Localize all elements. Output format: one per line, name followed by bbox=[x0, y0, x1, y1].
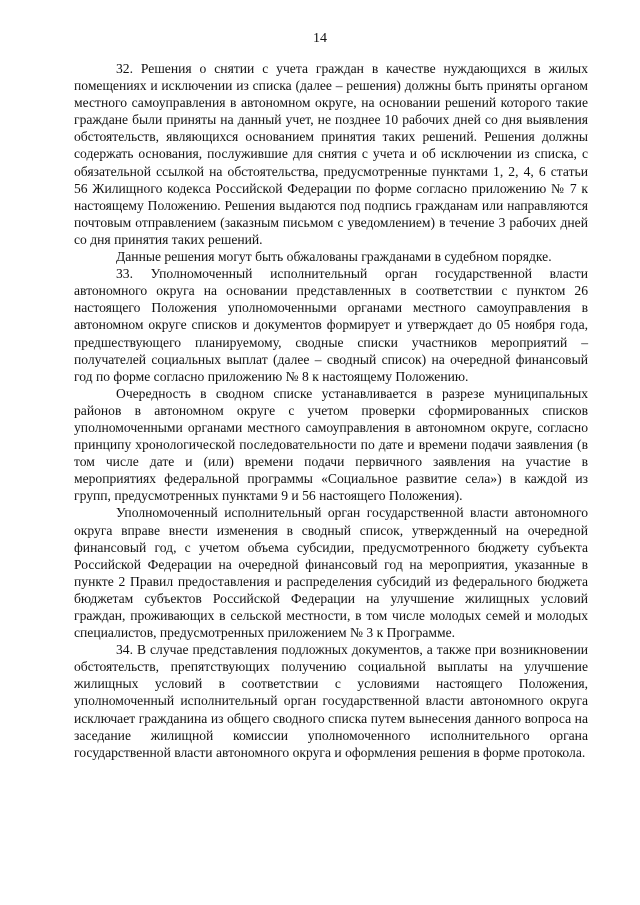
paragraph-list-changes: Уполномоченный исполнительный орган государственной власти автономного округа вправе внести изменения в сводный список, утвержденный на очередной финансовый год, с учетом объема субсидии, предусмотренного бюджету субъекта Российской Федерации на очередной финансовый год на мероприятия, указанные в пункте 2 Правил предоставления и распределения субсидий из федерального бюджета бюджетам субъектов Российской Федерации на улучшение жилищных условий граждан, проживающих в сельской местности, в том числе молодых семей и молодых специалистов, предусмотренных приложением № 3 к Программе. bbox=[74, 505, 588, 641]
paragraph-queue-order: Очередность в сводном списке устанавливается в разрезе муниципальных районов в автономном округе с учетом проверки сформированных списков уполномоченными органами местного самоуправления в автономном округе, согласно принципу хронологической последовательности по дате и времени подачи заявления (в том числе дате и (или) времени подачи первичного заявления на участие в мероприятиях федеральной программы «Социальное развитие села») в каждой из групп, предусмотренных пунктами 9 и 56 настоящего Положения). bbox=[74, 385, 588, 504]
paragraph-34: 34. В случае представления подложных документов, а также при возникновении обстоятельств, препятствующих получению социальной выплаты на улучшение жилищных условий в соответствии с условиями настоящего Положения, уполномоченный исполнительный орган государственной власти автономного округа исключает гражданина из общего сводного списка путем вынесения данного вопроса на заседание жилищной комиссии уполномоченного исполнительного органа государственной власти автономного округа и оформления решения в форме протокола. bbox=[74, 642, 588, 760]
paragraph-33: 33. Уполномоченный исполнительный орган государственной власти автономного округа на основании представленных в соответствии с пунктом 26 настоящего Положения уполномоченными органами местного самоуправления в автономном округе списков и документов формирует и утверждает до 05 ноября года, предшествующего планируемому, сводные списки участников мероприятий – получателей социальных выплат (далее – сводный список) на очередной финансовый год по форме согласно приложению № 8 к настоящему Положению. bbox=[74, 266, 588, 384]
document-body bbox=[74, 60, 588, 761]
paragraph-32: 32. Решения о снятии с учета граждан в качестве нуждающихся в жилых помещениях и исключении из списка (далее – решения) должны быть приняты органом местного самоуправления в автономном округе, на основании решений которого такие граждане были приняты на данный учет, не позднее 10 рабочих дней со дня выявления обстоятельств, являющихся основанием принятия таких решений. Решения должны содержать основания, послужившие для снятия с учета и об исключении из списка, с обязательной ссылкой на обстоятельства, предусмотренные пунктами 1, 2, 4, 6 статьи 56 Жилищного кодекса Российской Федерации по форме согласно приложению № 7 к настоящему Положению. Решения выдаются под подпись гражданам или направляются почтовым отправлением (заказным письмом с уведомлением) в течение 3 рабочих дней со дня принятия таких решений. bbox=[74, 61, 588, 247]
paragraph-appeal-note: Данные решения могут быть обжалованы гражданами в судебном порядке. bbox=[116, 249, 552, 265]
page-number: 14 bbox=[313, 31, 327, 46]
